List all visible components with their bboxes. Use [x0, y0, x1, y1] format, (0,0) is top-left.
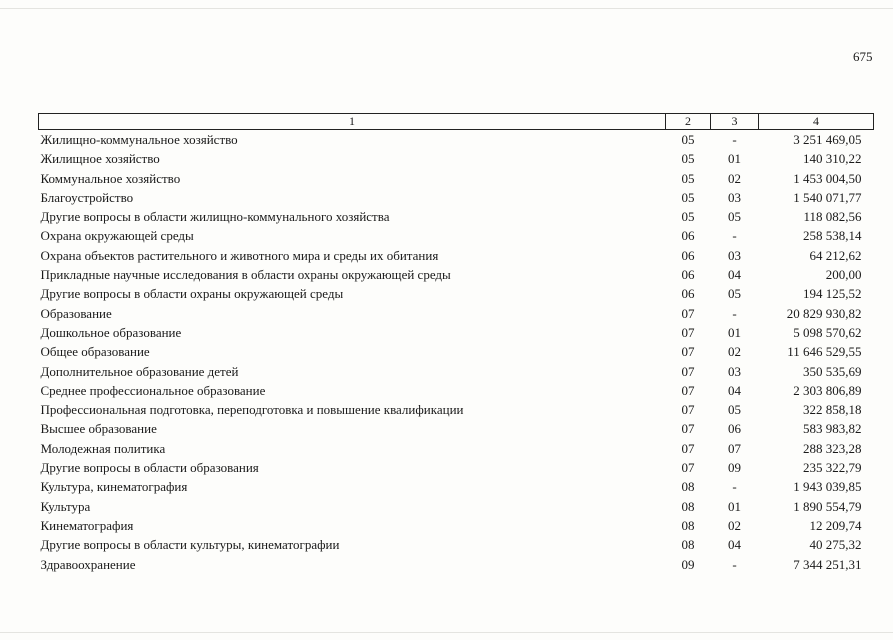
row-name-cell: Жилищное хозяйство — [40, 151, 160, 167]
table-row — [39, 323, 874, 342]
row-name-cell: Коммунальное хозяйство — [40, 170, 181, 186]
row-section-cell: 07 — [681, 305, 695, 321]
row-amount-cell: 7 344 251,31 — [793, 556, 862, 572]
row-subsection-cell: - — [732, 479, 737, 495]
table-row — [39, 188, 874, 207]
row-section-cell: 08 — [681, 498, 695, 514]
row-section-cell: 05 — [681, 189, 695, 205]
row-subsection-cell: 06 — [728, 421, 741, 437]
row-name-cell: Дошкольное образование — [40, 324, 182, 340]
row-amount-cell: 20 829 930,82 — [786, 305, 862, 321]
table-row — [39, 362, 874, 381]
table-row — [39, 497, 874, 516]
scan-top-edge — [0, 8, 893, 9]
row-name-cell: Культура — [40, 498, 91, 514]
row-amount-cell: 322 858,18 — [803, 402, 862, 418]
row-subsection-cell: 03 — [728, 247, 741, 263]
column-header-section: 2 — [666, 114, 711, 130]
row-subsection-cell: 02 — [728, 170, 741, 186]
row-subsection-cell: 03 — [728, 363, 741, 379]
row-subsection-cell: 05 — [728, 209, 741, 225]
table-row — [39, 130, 874, 150]
row-name-cell: Охрана окружающей среды — [40, 228, 194, 244]
row-amount-cell: 2 303 806,89 — [793, 382, 862, 398]
row-name-cell: Дополнительное образование детей — [40, 363, 239, 379]
row-name-cell: Образование — [40, 305, 112, 321]
row-name-cell: Другие вопросы в области образования — [40, 460, 259, 476]
row-section-cell: 05 — [681, 151, 695, 167]
row-subsection-cell: - — [732, 556, 737, 572]
row-section-cell: 07 — [681, 324, 695, 340]
row-subsection-cell: 01 — [728, 324, 741, 340]
row-amount-cell: 11 646 529,55 — [787, 344, 862, 360]
table-row — [39, 265, 874, 284]
row-subsection-cell: 03 — [728, 189, 741, 205]
scan-bottom-edge — [0, 632, 893, 633]
row-name-cell: Прикладные научные исследования в области охраны окружающей среды — [40, 267, 451, 283]
budget-table — [38, 113, 874, 574]
table-row — [39, 169, 874, 188]
column-header-amount: 4 — [759, 114, 874, 130]
row-subsection-cell: 04 — [728, 382, 741, 398]
row-subsection-cell: - — [732, 132, 737, 147]
row-subsection-cell: - — [732, 228, 737, 244]
row-name-cell: Другие вопросы в области жилищно-коммунального хозяйства — [40, 209, 390, 225]
row-subsection-cell: 02 — [728, 344, 741, 360]
row-section-cell: 07 — [681, 460, 695, 476]
table-row — [39, 419, 874, 438]
table-row — [39, 284, 874, 303]
row-amount-cell: 288 323,28 — [803, 440, 862, 456]
table-row — [39, 535, 874, 554]
row-section-cell: 05 — [681, 209, 695, 225]
row-subsection-cell: 04 — [728, 267, 741, 283]
row-amount-cell: 235 322,79 — [803, 460, 862, 476]
row-name-cell: Культура, кинематография — [40, 479, 188, 495]
table-row — [39, 458, 874, 477]
column-header-name: 1 — [39, 114, 666, 130]
row-amount-cell: 64 212,62 — [809, 247, 862, 263]
row-subsection-cell: 02 — [728, 517, 741, 533]
row-amount-cell: 200,00 — [825, 267, 862, 283]
row-section-cell: 07 — [681, 440, 695, 456]
row-subsection-cell: 01 — [728, 151, 741, 167]
row-amount-cell: 3 251 469,05 — [793, 132, 862, 147]
table-row — [39, 439, 874, 458]
table-body — [39, 130, 874, 574]
page-number: 675 — [853, 49, 873, 64]
row-name-cell: Другие вопросы в области охраны окружающей среды — [40, 286, 344, 302]
row-amount-cell: 1 540 071,77 — [793, 189, 862, 205]
table-row — [39, 207, 874, 226]
row-name-cell: Благоустройство — [40, 189, 134, 205]
table-row — [39, 400, 874, 419]
row-amount-cell: 1 453 004,50 — [793, 170, 862, 186]
row-section-cell: 07 — [681, 363, 695, 379]
row-section-cell: 06 — [681, 228, 695, 244]
row-section-cell: 06 — [681, 247, 695, 263]
row-name-cell: Кинематография — [40, 517, 134, 533]
row-amount-cell: 583 983,82 — [803, 421, 862, 437]
row-name-cell: Другие вопросы в области культуры, кинематографии — [40, 537, 340, 553]
row-amount-cell: 350 535,69 — [803, 363, 862, 379]
row-section-cell: 07 — [681, 344, 695, 360]
row-name-cell: Среднее профессиональное образование — [40, 382, 266, 398]
row-subsection-cell: 01 — [728, 498, 741, 514]
row-amount-cell: 118 082,56 — [803, 209, 862, 225]
table-header — [39, 114, 874, 130]
row-amount-cell: 1 943 039,85 — [793, 479, 862, 495]
row-section-cell: 05 — [681, 170, 695, 186]
row-subsection-cell: 04 — [728, 537, 741, 553]
row-subsection-cell: 07 — [728, 440, 741, 456]
row-section-cell: 08 — [681, 517, 695, 533]
budget-table-container — [38, 113, 873, 574]
row-section-cell: 07 — [681, 402, 695, 418]
header-row — [39, 114, 874, 130]
row-name-cell: Общее образование — [40, 344, 150, 360]
row-section-cell: 06 — [681, 286, 695, 302]
table-row — [39, 149, 874, 168]
column-header-subsection: 3 — [711, 114, 759, 130]
row-name-cell: Жилищно-коммунальное хозяйство — [40, 132, 238, 147]
row-amount-cell: 1 890 554,79 — [793, 498, 862, 514]
table-row — [39, 381, 874, 400]
row-subsection-cell: 09 — [728, 460, 741, 476]
row-amount-cell: 5 098 570,62 — [793, 324, 862, 340]
row-name-cell: Охрана объектов растительного и животного мира и среды их обитания — [40, 247, 439, 263]
row-name-cell: Высшее образование — [40, 421, 157, 437]
row-name-cell: Здравоохранение — [40, 556, 136, 572]
row-amount-cell: 194 125,52 — [803, 286, 862, 302]
row-section-cell: 07 — [681, 421, 695, 437]
row-subsection-cell: - — [732, 305, 737, 321]
row-section-cell: 06 — [681, 267, 695, 283]
row-amount-cell: 258 538,14 — [803, 228, 862, 244]
row-name-cell: Молодежная политика — [40, 440, 166, 456]
table-row — [39, 226, 874, 245]
row-section-cell: 08 — [681, 479, 695, 495]
row-name-cell: Профессиональная подготовка, переподготовка и повышение квалификации — [40, 402, 464, 418]
table-row — [39, 304, 874, 323]
row-section-cell: 08 — [681, 537, 695, 553]
row-amount-cell: 40 275,32 — [809, 537, 862, 553]
table-row — [39, 555, 874, 574]
row-amount-cell: 12 209,74 — [809, 517, 862, 533]
table-row — [39, 516, 874, 535]
row-section-cell: 05 — [681, 132, 695, 147]
row-section-cell: 07 — [681, 382, 695, 398]
row-subsection-cell: 05 — [728, 286, 741, 302]
table-row — [39, 246, 874, 265]
row-subsection-cell: 05 — [728, 402, 741, 418]
table-row — [39, 342, 874, 361]
row-amount-cell: 140 310,22 — [803, 151, 862, 167]
table-row — [39, 477, 874, 496]
row-section-cell: 09 — [681, 556, 695, 572]
